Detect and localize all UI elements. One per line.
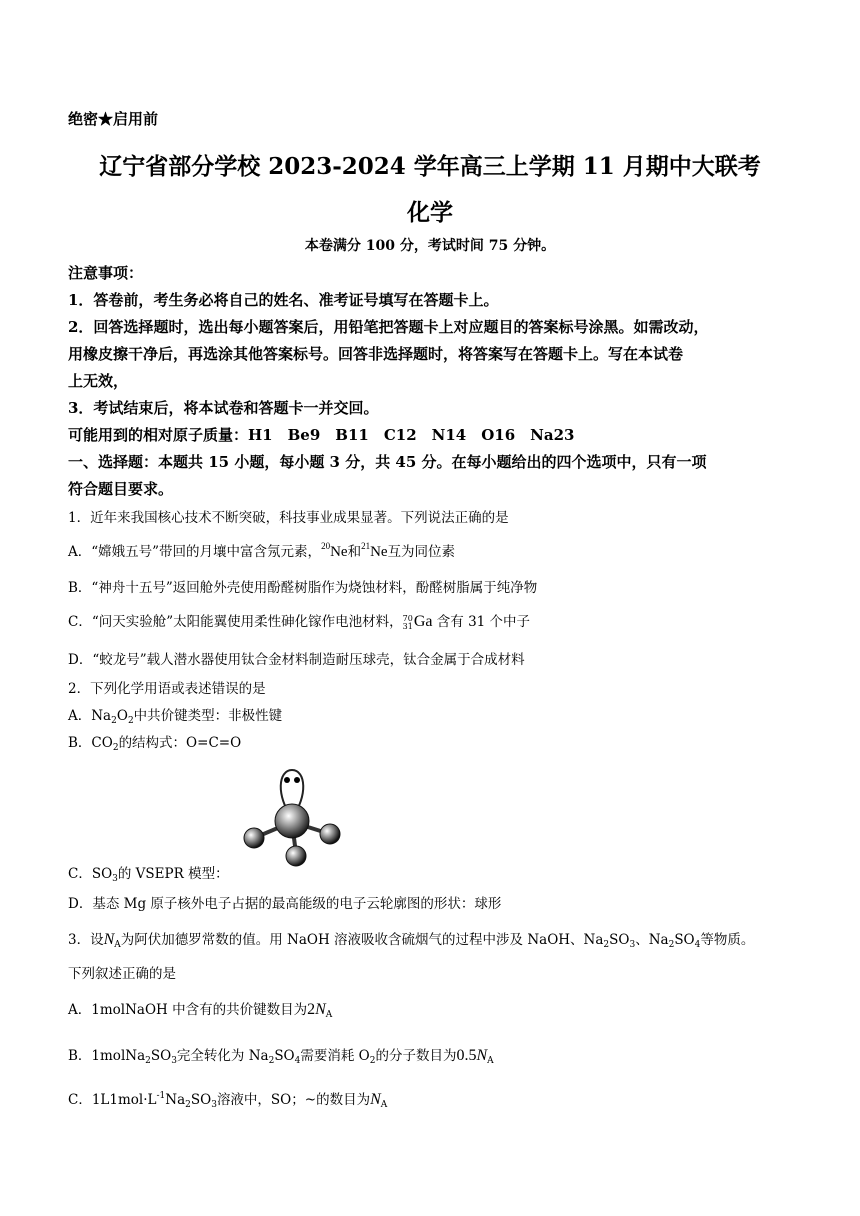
exam-title: 辽宁省部分学校 2023-2024 学年高三上学期 11 月期中大联考 bbox=[99, 153, 761, 180]
notice-item-1: 1．答卷前，考生务必将自己的姓名、准考证号填写在答题卡上。 bbox=[68, 291, 499, 309]
q3-option-b: B．$1molNa_2SO_3$完全转化为 $Na_2SO_4$需要消耗 $O_2$的分子数目为$0.5N_A$ bbox=[68, 1047, 494, 1066]
atom-bottom bbox=[286, 846, 306, 866]
q3-option-a: A．1molNaOH 中含有的共价键数目为$2N_A$ bbox=[68, 1001, 333, 1020]
nuclide-numbers: 70 31 bbox=[402, 613, 413, 631]
notice-item-2-line-1: 2．回答选择题时，选出每小题答案后，用铅笔把答题卡上对应题目的答案标号涂黑。如需改动， bbox=[68, 318, 709, 336]
q1-option-c: C．“问天实验舱”太阳能翼使用柔性砷化镓作电池材料，70 31Ga 含有 31 个中子 bbox=[68, 613, 531, 631]
section-1-line-1: 一、选择题：本题共 15 小题，每小题 3 分，共 45 分。在每小题给出的四个选项中，只有一项 bbox=[68, 453, 707, 471]
q2-option-a: A．$Na_2O_2$中共价键类型：非极性键 bbox=[68, 708, 283, 726]
q2-option-b: B．$CO_2$的结构式：O=C=O bbox=[68, 735, 242, 753]
q2-option-d: D．基态 Mg 原子核外电子占据的最高能级的电子云轮廓图的形状：球形 bbox=[68, 896, 502, 912]
q1-option-a: A．“嫦娥五号”带回的月壤中富含氖元素，$^{20}$Ne和$^{21}$Ne互为同位素 bbox=[68, 541, 456, 560]
q2-option-c: C．$SO_3$的 VSEPR 模型： bbox=[68, 866, 229, 884]
subject-title: 化学 bbox=[407, 199, 453, 226]
atomic-mass-line: 可能用到的相对原子质量：H1 Be9 B11 C12 N14 O16 Na23 bbox=[68, 426, 575, 444]
q3-stem-line-2: 下列叙述正确的是 bbox=[68, 966, 176, 982]
atom-left bbox=[244, 828, 264, 848]
secret-label: 绝密★启用前 bbox=[68, 110, 159, 128]
notice-item-2-line-2: 用橡皮擦干净后，再选涂其他答案标号。回答非选择题时，将答案写在答题卡上。写在本试卷 bbox=[68, 345, 684, 363]
vsepr-model-image bbox=[236, 766, 348, 870]
central-atom bbox=[275, 804, 309, 838]
atom-right bbox=[320, 824, 340, 844]
section-1-line-2: 符合题目要求。 bbox=[68, 480, 174, 498]
q3-stem-line-1: 3．设$N_A$为阿伏加德罗常数的值。用 NaOH 溶液吸收含硫烟气的过程中涉及 NaOH、$Na_2SO_3$、$Na_2SO_4$等物质。 bbox=[68, 931, 755, 950]
q3-option-c: C．$1L1mol\cdot L^{-1}Na_2SO_3$溶液中，SO；~的数目为$N_A$ bbox=[68, 1091, 388, 1110]
q1-option-d: D．“蛟龙号”载人潜水器使用钛合金材料制造耐压球壳，钛合金属于合成材料 bbox=[68, 652, 525, 668]
q1-option-b: B．“神舟十五号”返回舱外壳使用酚醛树脂作为烧蚀材料，酚醛树脂属于纯净物 bbox=[68, 580, 538, 596]
notice-item-3: 3．考试结束后，将本试卷和答题卡一并交回。 bbox=[68, 399, 379, 417]
q1-stem: 1．近年来我国核心技术不断突破，科技事业成果显著。下列说法正确的是 bbox=[68, 510, 509, 526]
notice-item-2-line-3: 上无效， bbox=[68, 372, 129, 390]
notice-heading: 注意事项： bbox=[68, 264, 144, 282]
q2-stem: 2．下列化学用语或表述错误的是 bbox=[68, 681, 266, 697]
exam-info: 本卷满分 100 分，考试时间 75 分钟。 bbox=[304, 238, 556, 254]
